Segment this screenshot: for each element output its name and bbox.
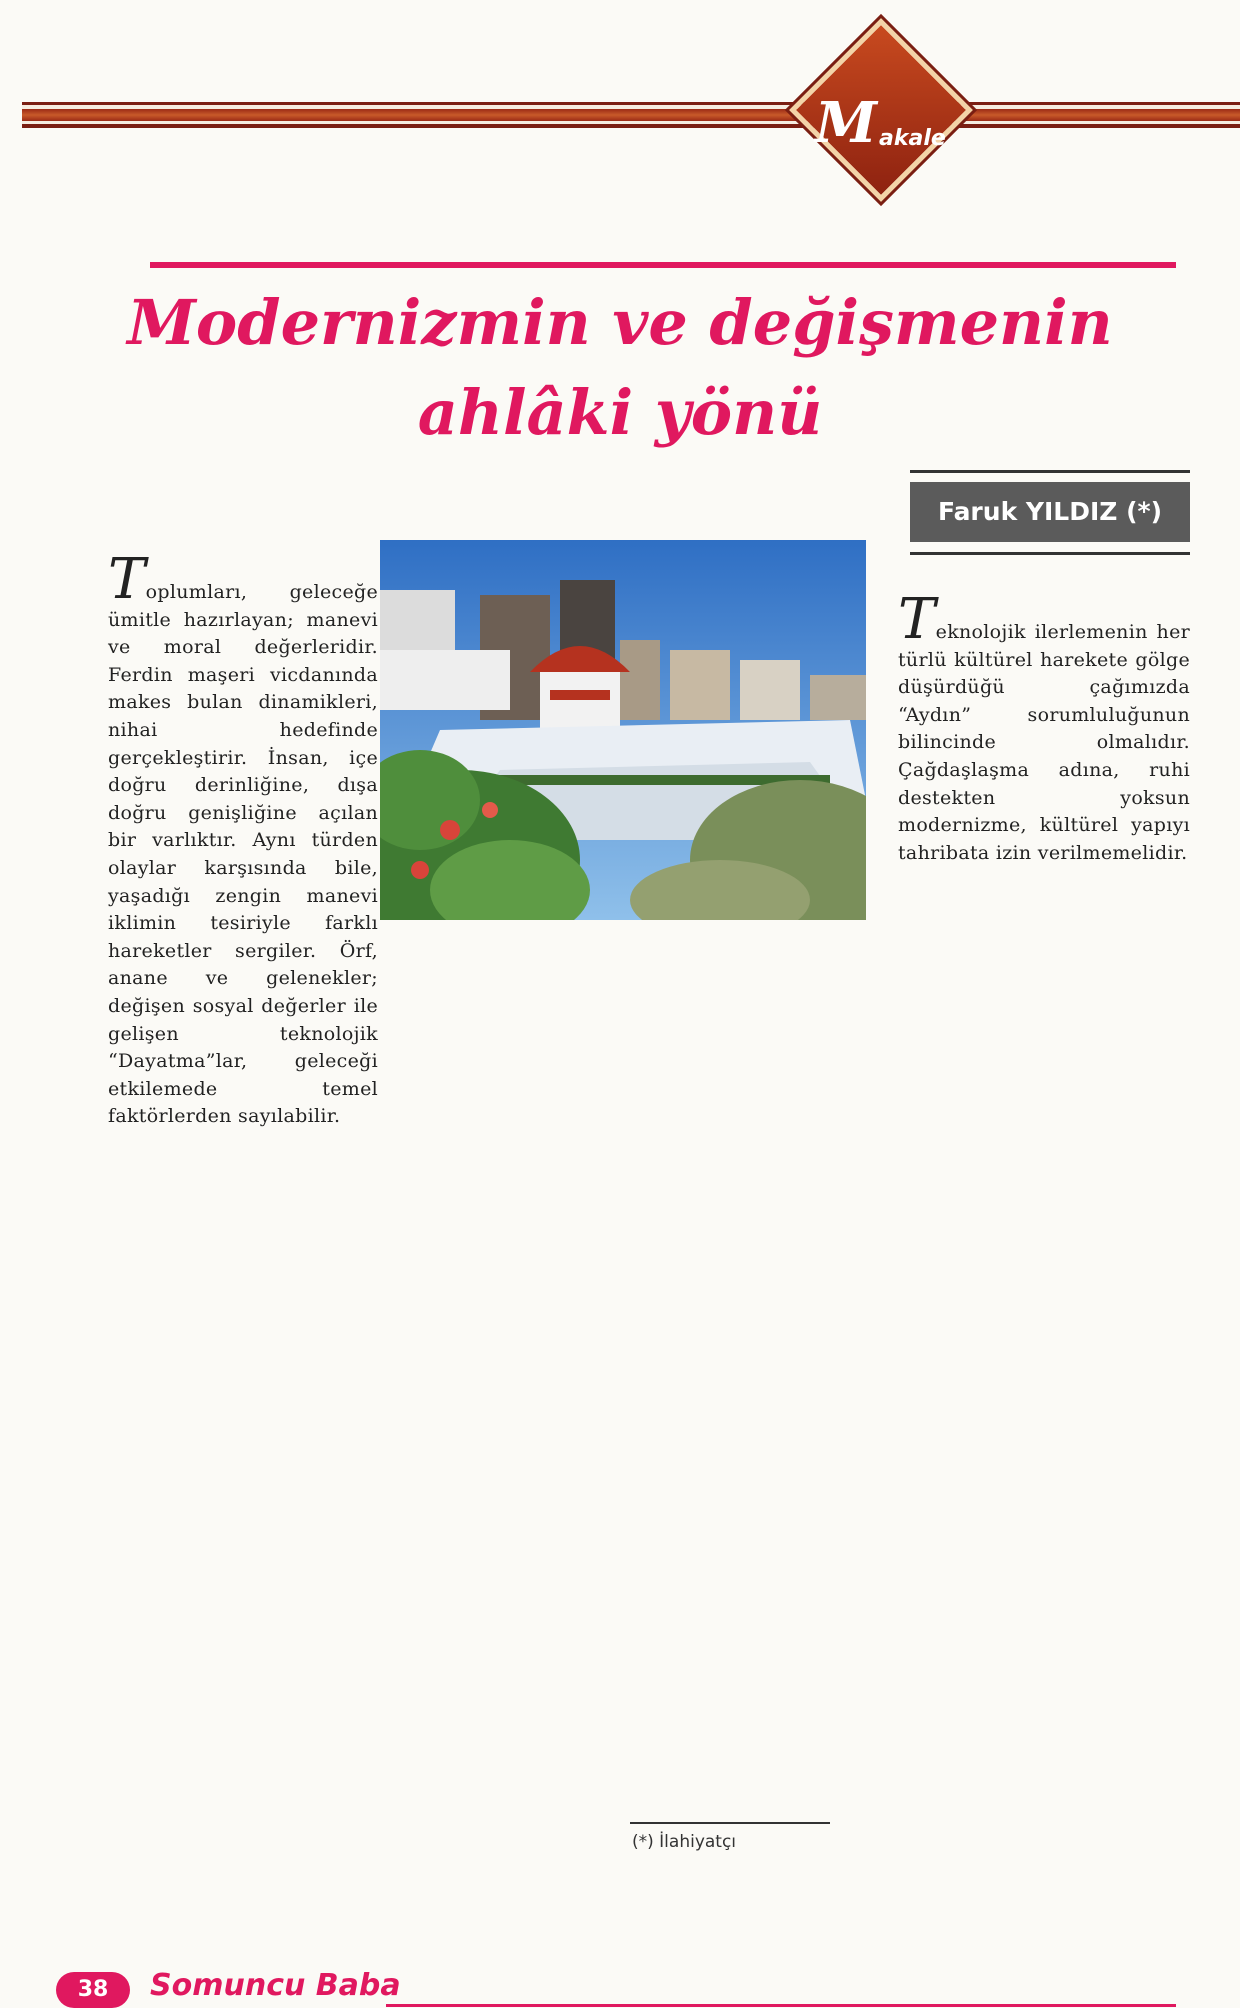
title-rule (150, 262, 1176, 268)
title-line-1: Modernizmin ve değişmenin (127, 286, 1113, 359)
author-rule-top (910, 470, 1190, 473)
page-number: 38 (56, 1972, 130, 2008)
footnote-rule (630, 1822, 830, 1824)
paragraph-text: oplumları, geleceğe ümitle hazırlayan; manevi ve moral değerleridir. Ferdin maşeri vicdanında makes bulan dinamikleri, nihai hedefinde gerçekleştirir. İnsan, içe doğru derinliğine, dışa doğru genişliğine açılan bir varlıktır. Aynı türden olaylar karşısında bile, yaşadığı zengin manevi iklimin tesiriyle farklı hareketler sergiler. Örf, anane ve gelenekler; değişen sosyal değerler ile gelişen teknolojik “Dayatma”lar, geleceği etkilemede temel faktörlerden sayılabilir. (108, 581, 378, 1128)
column-right (898, 587, 1190, 886)
city-plaza-photo (380, 540, 866, 920)
author-name: Faruk YILDIZ (*) (910, 482, 1190, 542)
paragraph (898, 587, 1190, 867)
section-label-initial: M (815, 90, 877, 156)
section-label-rest: akale (879, 126, 946, 151)
footer-rule (386, 2004, 1176, 2007)
magazine-name: Somuncu Baba (150, 1968, 401, 2003)
drop-cap: T (898, 587, 936, 652)
paragraph-text: eknolojik ilerlemenin her türlü kültürel harekete gölge düşürdüğü çağımızda “Aydın” sorumluluğunun bilincinde olmalıdır. Çağdaşlaşma adına, ruhi destekten yoksun modernizme, kültürel yapıyı tahribata izin verilmemelidir. (898, 621, 1190, 864)
section-label (815, 90, 1025, 156)
drop-cap: T (108, 547, 146, 612)
article-title (120, 278, 1120, 458)
paragraph (108, 547, 378, 1131)
header-band (22, 102, 1240, 128)
author-rule-bottom (910, 552, 1190, 555)
column-left (108, 547, 378, 1150)
title-line-2: ahlâki yönü (417, 376, 823, 449)
footnote: (*) İlahiyatçı (632, 1832, 737, 1852)
